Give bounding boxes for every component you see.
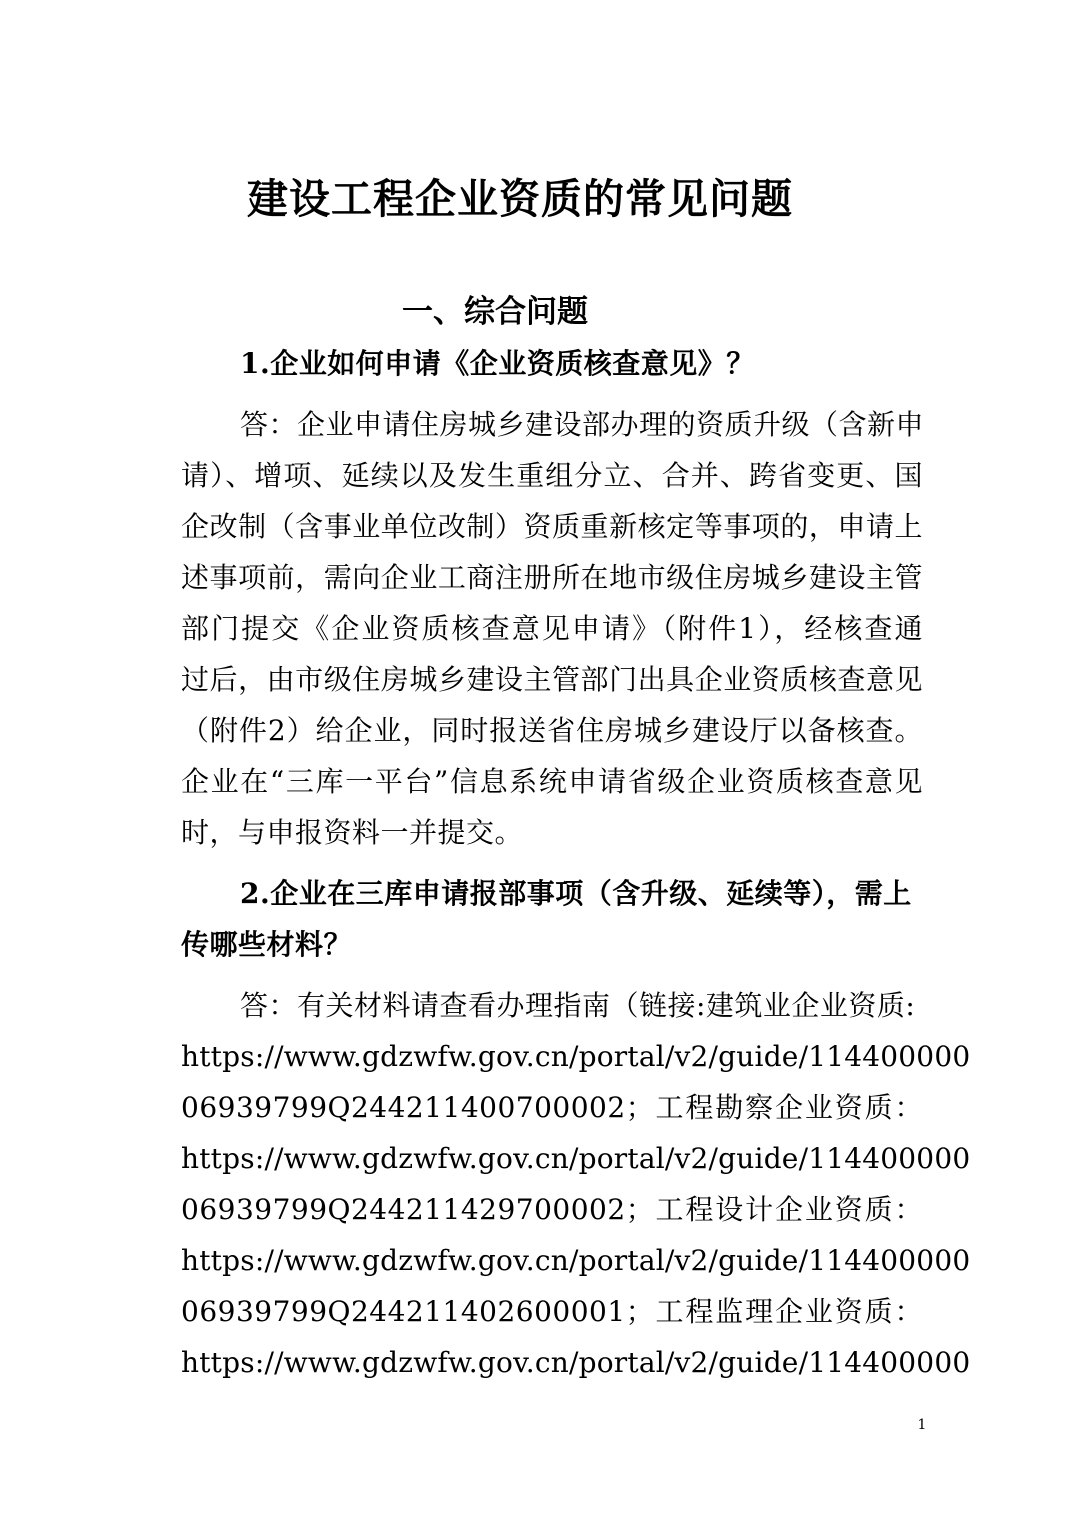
guide-link[interactable]: https://www.gdzwfw.gov.cn/portal/v2/guide/114400000 xyxy=(181,1346,971,1379)
document-title: 建设工程企业资质的常见问题 xyxy=(247,175,793,223)
answer-1-line: 时，与申报资料一并提交。 xyxy=(181,816,524,849)
guide-link-continued[interactable]: 06939799Q244211402600001；工程监理企业资质： xyxy=(181,1295,923,1328)
section-heading: 一、综合问题 xyxy=(402,294,588,330)
answer-1-line: 请）、增项、延续以及发生重组分立、合并、跨省变更、国 xyxy=(181,459,923,492)
guide-link-continued[interactable]: 06939799Q244211429700002；工程设计企业资质： xyxy=(181,1193,923,1226)
guide-link[interactable]: https://www.gdzwfw.gov.cn/portal/v2/guide/114400000 xyxy=(181,1244,971,1277)
answer-1-line: 企改制（含事业单位改制）资质重新核定等事项的，申请上 xyxy=(181,510,923,543)
guide-link[interactable]: https://www.gdzwfw.gov.cn/portal/v2/guide/114400000 xyxy=(181,1142,971,1175)
answer-1-line: 企业在“三库一平台”信息系统申请省级企业资质核查意见 xyxy=(181,765,923,798)
guide-link-continued[interactable]: 06939799Q244211400700002；工程勘察企业资质： xyxy=(181,1091,923,1124)
answer-1-line: 述事项前，需向企业工商注册所在地市级住房城乡建设主管 xyxy=(181,561,923,594)
answer-1-line: 答：企业申请住房城乡建设部办理的资质升级（含新申 xyxy=(240,408,925,441)
guide-link[interactable]: https://www.gdzwfw.gov.cn/portal/v2/guide/114400000 xyxy=(181,1040,971,1073)
question-2-line: 传哪些材料？ xyxy=(181,928,353,961)
answer-1-line: （附件2）给企业，同时报送省住房城乡建设厅以备核查。 xyxy=(181,714,923,747)
answer-2-line: 答：有关材料请查看办理指南（链接:建筑业企业资质: xyxy=(240,989,916,1022)
page-number: 1 xyxy=(917,1417,927,1433)
answer-1-line: 过后，由市级住房城乡建设主管部门出具企业资质核查意见 xyxy=(181,663,923,696)
question-1: 1.企业如何申请《企业资质核查意见》？ xyxy=(240,347,755,380)
question-2-line: 2.企业在三库申请报部事项（含升级、延续等），需上 xyxy=(240,877,912,910)
answer-1-line: 部门提交《企业资质核查意见申请》（附件1），经核查通 xyxy=(181,612,923,645)
